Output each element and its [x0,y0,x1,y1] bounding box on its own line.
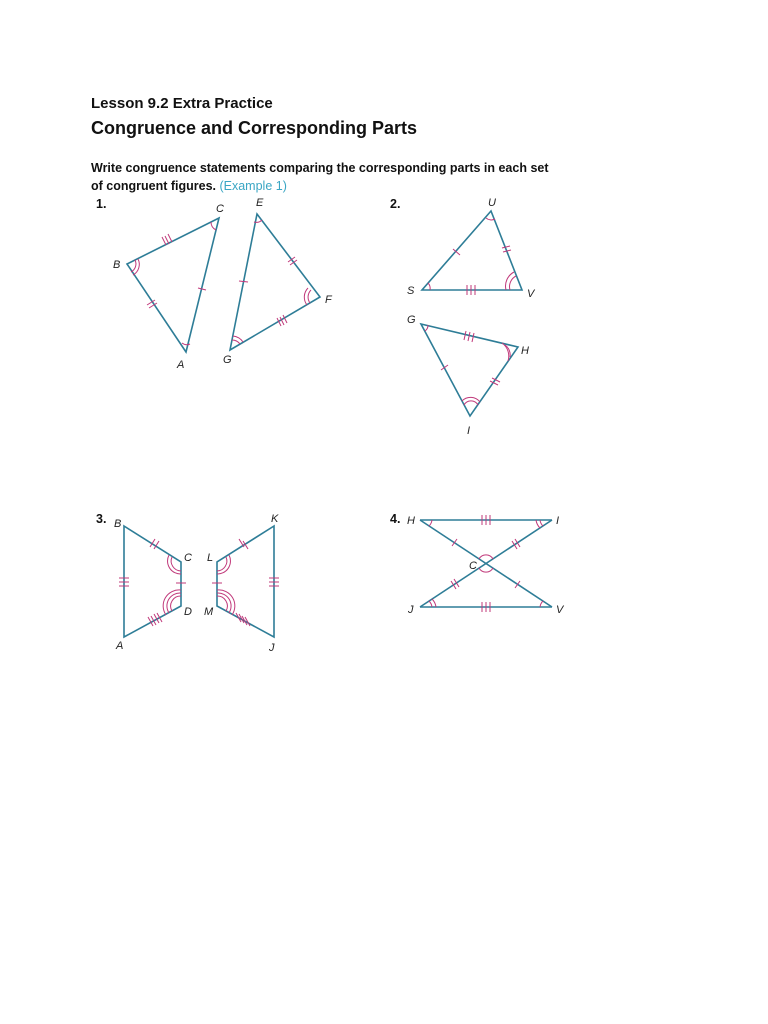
label-d: D [184,606,192,618]
problem-3-number: 3. [96,512,107,526]
arc-h4 [429,520,432,526]
label-h4: H [407,515,415,527]
label-i: I [467,425,471,437]
arc-v-1 [510,276,516,290]
label-b3: B [114,518,122,530]
label-j4: J [408,604,414,616]
arc-i4-2 [536,520,540,528]
tick-eg [239,281,248,282]
triangle-abc [127,218,219,352]
label-s: S [407,285,415,297]
label-c3: C [184,552,192,564]
label-c: C [216,203,224,215]
label-l: L [207,552,214,564]
arc-c-bottom [479,568,493,572]
arc-f-1 [308,290,311,303]
arc-f-2 [304,288,308,305]
arc-j4-2 [432,599,436,607]
arc-h-2 [502,343,509,361]
arc-i-1 [464,401,478,405]
figure-1 [113,197,333,371]
instructions-text: Write congruence statements comparing the corresponding parts in each set of congruent figures. [91,161,549,193]
label-k: K [271,513,279,525]
label-a: A [177,359,185,371]
label-v: V [527,288,535,300]
arc-g-1 [232,340,240,344]
problem-1-number: 1. [96,197,107,211]
problem-2-number: 2. [390,197,401,211]
figure-4 [407,515,565,616]
label-h: H [521,345,529,357]
arc-v4 [540,601,543,607]
arc-c-top [479,555,493,559]
label-e: E [256,197,264,209]
figure-2 [407,197,536,437]
arc-i4-1 [540,520,543,526]
label-v4: V [556,604,564,616]
arc-c [211,222,216,230]
label-f: F [325,294,332,306]
label-u: U [488,197,496,209]
label-m: M [204,606,214,618]
figure-3 [114,513,279,654]
label-j: J [269,642,275,654]
arc-j4-1 [429,601,432,607]
lesson-label: Lesson 9.2 Extra Practice [91,95,273,112]
problem-4-number: 4. [390,512,401,526]
quadrilateral-jklm [217,526,274,637]
label-g: G [223,354,232,366]
example-reference[interactable]: (Example 1) [219,179,287,193]
triangle-ghi [421,324,518,416]
label-c4: C [469,560,477,572]
label-i4: I [556,515,560,527]
label-a3: A [116,640,124,652]
page-title: Congruence and Corresponding Parts [91,118,418,138]
label-b: B [113,259,121,271]
arc-g-2 [233,336,243,342]
arc-s [428,283,430,290]
label-g2: G [407,314,416,326]
